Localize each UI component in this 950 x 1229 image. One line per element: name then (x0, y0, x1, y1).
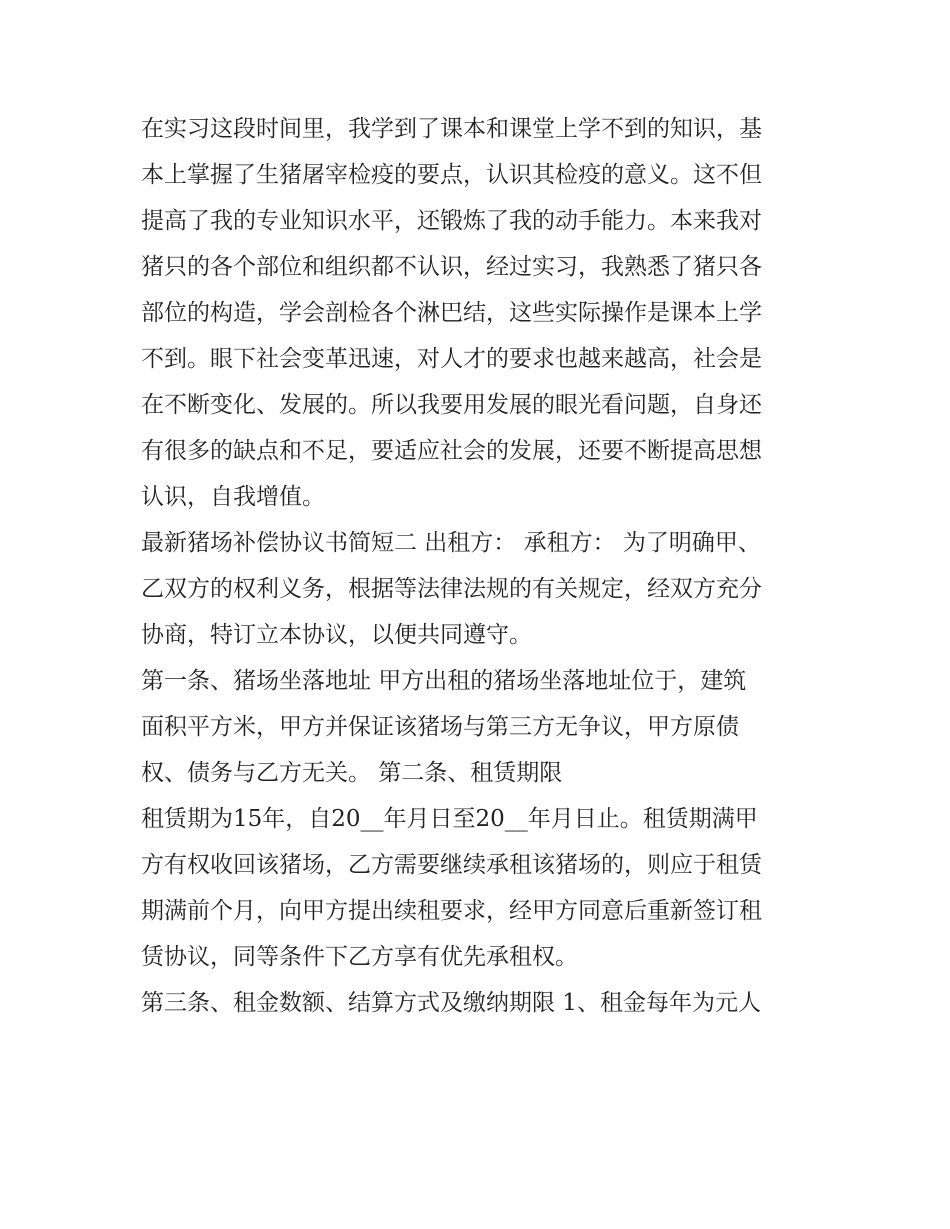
text-line: 协商，特订立本协议，以便共同遵守。 (141, 622, 532, 648)
text-line: 在实习这段时间里，我学到了课本和课堂上学不到的知识，基 (141, 116, 762, 142)
text-line: 本上掌握了生猪屠宰检疫的要点，认识其检疫的意义。这不但 (141, 162, 762, 188)
text-line: 赁协议，同等条件下乙方享有优先承租权。 (141, 944, 578, 970)
text-line: 方有权收回该猪场，乙方需要继续承租该猪场的，则应于租赁 (141, 852, 762, 878)
text-line: 部位的构造，学会剖检各个淋巴结，这些实际操作是课本上学 (141, 300, 762, 326)
text-line: 第一条、猪场坐落地址 甲方出租的猪场坐落地址位于，建筑 (141, 668, 747, 694)
text-line: 猪只的各个部位和组织都不认识，经过实习，我熟悉了猪只各 (141, 254, 762, 280)
text-line: 第三条、租金数额、结算方式及缴纳期限 1、租金每年为元人 (141, 990, 761, 1016)
text-line: 最新猪场补偿协议书简短二 出租方： 承租方： 为了明确甲、 (141, 530, 761, 556)
text-line: 提高了我的专业知识水平，还锻炼了我的动手能力。本来我对 (141, 208, 762, 234)
text-line: 有很多的缺点和不足，要适应社会的发展，还要不断提高思想 (141, 438, 762, 464)
body-text (141, 106, 813, 1026)
text-line: 不到。眼下社会变革迅速，对人才的要求也越来越高，社会是 (141, 346, 762, 372)
text-line: 权、债务与乙方无关。 第二条、租赁期限 (141, 760, 563, 786)
text-line: 期满前个月，向甲方提出续租要求，经甲方同意后重新签订租 (141, 898, 762, 924)
text-line: 面积平方米，甲方并保证该猪场与第三方无争议，甲方原债 (141, 714, 739, 740)
text-line: 在不断变化、发展的。所以我要用发展的眼光看问题，自身还 (141, 392, 762, 418)
text-line: 乙双方的权利义务，根据等法律法规的有关规定，经双方充分 (141, 576, 762, 602)
text-line: 租赁期为15年，自20__年月日至20__年月日止。租赁期满甲 (141, 806, 758, 832)
text-line: 认识，自我增值。 (141, 484, 325, 510)
